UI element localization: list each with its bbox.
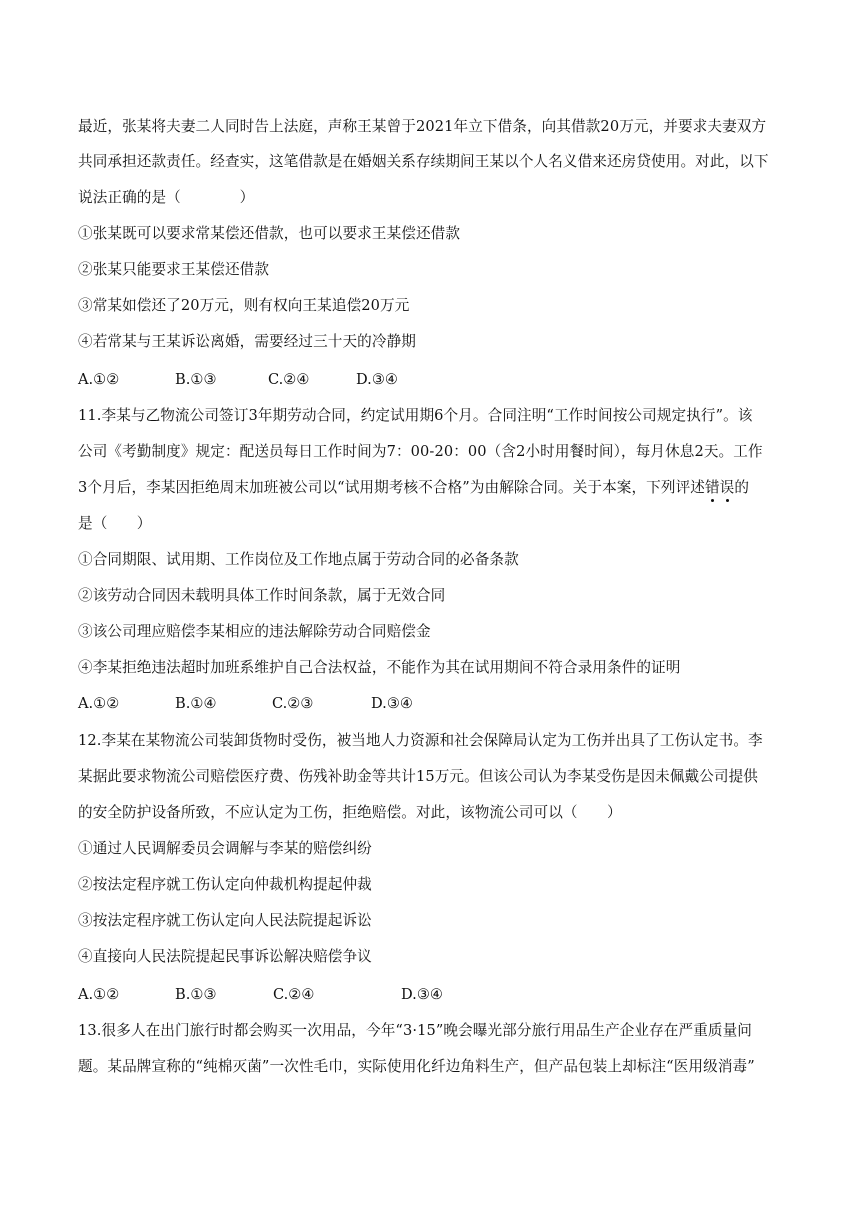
q12-item-2: ②按法定程序就工伤认定向仲裁机构提起仲裁 [78, 876, 372, 893]
q11-stem-line-2: 公司《考勤制度》规定：配送员每日工作时间为7：00-20：00（含2小时用餐时间），每月休息2天。工作 [78, 443, 763, 460]
q10-option-d: D.③④ [356, 371, 398, 388]
q10-item-2: ②张某只能要求王某偿还借款 [78, 261, 270, 278]
q12-stem-line-1: 12.李某在某物流公司装卸货物时受伤，被当地人力资源和社会保障局认定为工伤并出具了工伤认定书。李 [78, 732, 763, 749]
q11-option-b: B.①④ [175, 695, 217, 712]
q11-option-d: D.③④ [371, 695, 413, 712]
q10-option-c: C.②④ [268, 371, 310, 388]
q12-item-4: ④直接向人民法院提起民事诉讼解决赔偿争议 [78, 948, 372, 965]
q11-stem-line-3-end: 的 [734, 479, 750, 496]
q11-item-2: ②该劳动合同因未载明具体工作时间条款，属于无效合同 [78, 587, 446, 604]
q12-stem-line-3: 的安全防护设备所致，不应认定为工伤，拒绝赔偿。对此，该物流公司可以（ ） [78, 804, 622, 821]
q10-option-b: B.①③ [175, 371, 217, 388]
q10-item-3: ③常某如偿还了20万元，则有权向王某追偿20万元 [78, 297, 410, 314]
q12-option-b: B.①③ [175, 986, 217, 1003]
emphasis-dot-char-1: 错 [704, 479, 720, 496]
q13-stem-line-2: 题。某品牌宣称的“纯棉灭菌”一次性毛巾，实际使用化纤边角料生产，但产品包装上却标注“医用级消毒” [78, 1058, 755, 1075]
q11-item-3: ③该公司理应赔偿李某相应的违法解除劳动合同赔偿金 [78, 623, 431, 640]
q12-item-1: ①通过人民调解委员会调解与李某的赔偿纠纷 [78, 840, 372, 857]
q12-stem-line-2: 某据此要求物流公司赔偿医疗费、伤残补助金等共计15万元。但该公司认为李某受伤是因未佩戴公司提供 [78, 768, 758, 785]
q11-stem-line-4: 是（ ） [78, 515, 152, 532]
q10-item-4: ④若常某与王某诉讼离婚，需要经过三十天的冷静期 [78, 333, 416, 350]
q10-item-1: ①张某既可以要求常某偿还借款，也可以要求王某偿还借款 [78, 225, 461, 242]
q12-item-3: ③按法定程序就工伤认定向人民法院提起诉讼 [78, 912, 372, 929]
q10-stem-line-3: 说法正确的是（ ） [78, 189, 255, 206]
q10-option-a: A.①② [78, 371, 120, 388]
emphasis-dot-char-2: 误 [719, 479, 735, 496]
q10-stem-line-1: 最近，张某将夫妻二人同时告上法庭，声称王某曾于2021年立下借条，向其借款20万元，并要求夫妻双方 [78, 118, 767, 135]
q11-option-a: A.①② [78, 695, 120, 712]
q11-item-4: ④李某拒绝违法超时加班系维护自己合法权益，不能作为其在试用期间不符合录用条件的证明 [78, 659, 681, 676]
q11-stem-line-1: 11.李某与乙物流公司签订3年期劳动合同，约定试用期6个月。合同注明“工作时间按公司规定执行”。该 [78, 407, 753, 424]
q11-item-1: ①合同期限、试用期、工作岗位及工作地点属于劳动合同的必备条款 [78, 551, 519, 568]
q11-stem-line-3 [78, 478, 749, 498]
q13-stem-line-1: 13.很多人在出门旅行时都会购买一次用品，今年“3·15”晚会曝光部分旅行用品生产企业存在严重质量问 [78, 1022, 752, 1039]
q10-stem-line-2: 共同承担还款责任。经查实，这笔借款是在婚姻关系存续期间王某以个人名义借来还房贷使用。对此，以下 [78, 153, 769, 170]
q12-option-d: D.③④ [401, 986, 443, 1003]
q12-option-c: C.②④ [273, 986, 315, 1003]
q11-option-c: C.②③ [272, 695, 314, 712]
q12-option-a: A.①② [78, 986, 120, 1003]
q11-stem-line-3-text: 3个月后，李某因拒绝周末加班被公司以“试用期考核不合格”为由解除合同。关于本案，下列评述 [78, 479, 705, 496]
